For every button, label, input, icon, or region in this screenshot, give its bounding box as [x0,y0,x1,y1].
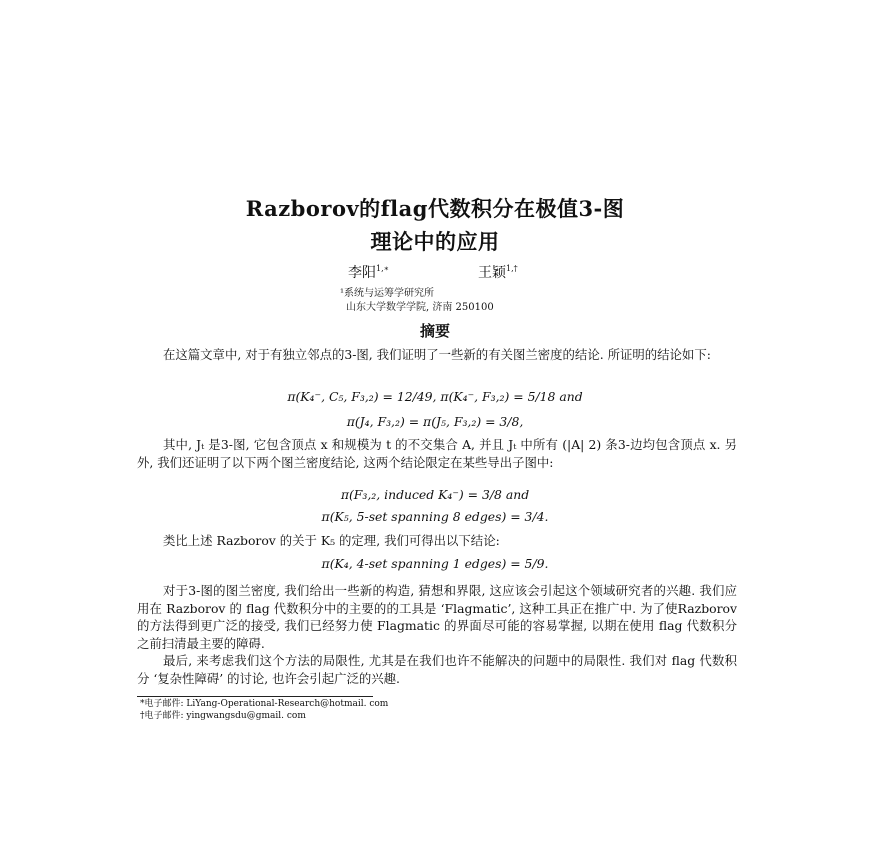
author-1-mark: 1,∗ [376,264,390,273]
abstract-paragraph-3: 类比上述 Razborov 的关于 K₅ 的定理, 我们可得出以下结论: [163,533,500,548]
author-2-name: 王颖 [478,265,506,281]
equation-2: π(J₄, F₃,₂) = π(J₅, F₃,₂) = 3/8, [346,414,524,429]
footnote-email-2: †电子邮件: yingwangsdu@gmail. com [140,711,306,721]
author-1 [348,262,389,282]
equation-1: π(K₄⁻, C₅, F₃,₂) = 12/49, π(K₄⁻, F₃,₂) = 5/18 and [287,389,583,404]
author-2-mark: 1,† [506,264,518,273]
equation-4: π(K₅, 5-set spanning 8 edges) = 3/4. [321,509,549,524]
abstract-paragraph-4: 对于3-图的图兰密度, 我们给出一些新的构造, 猜想和界限, 这应该会引起这个领域研究者的兴趣. 我们应用在 Razborov 的 flag 代数积分中的主要的的工具是 ‘Flagmatic’, 这种工具正在推广中. 为了使Razborov的方法得到更广泛的接受, 我们已经努力使 Flagmatic 的界面尽可能的容易掌握, 以期在使用 flag 代数积分之前扫清最主要的障碍. [137,583,737,651]
footnote-email-1: *电子邮件: LiYang-Operational-Research@hotmail. com [140,699,389,709]
paper-title-line-1: Razborov的flag代数积分在极值3-图 [245,196,625,221]
author-2 [478,262,518,282]
abstract-paragraph-1: 在这篇文章中, 对于有独立邻点的3-图, 我们证明了一些新的有关图兰密度的结论. 所证明的结论如下: [163,347,711,362]
author-1-name: 李阳 [348,265,376,281]
abstract-paragraph-2: 其中, Jₜ 是3-图, 它包含顶点 x 和规模为 t 的不交集合 A, 并且 Jₜ 中所有 (|A| 2) 条3-边均包含顶点 x. 另外, 我们还证明了以下两个图兰密度结论, 这两个结论限定在某些导出子图中: [137,437,737,470]
abstract-heading: 摘要 [419,322,450,340]
abstract-paragraph-5: 最后, 来考虑我们这个方法的局限性, 尤其是在我们也许不能解决的问题中的局限性. 我们对 flag 代数积分 ‘复杂性障碍’ 的讨论, 也许会引起广泛的兴趣. [137,653,737,686]
affiliation-line-2: 山东大学数学学院, 济南 250100 [346,302,494,313]
paper-title-line-2: 理论中的应用 [370,229,500,254]
affiliation-line-1: ¹系统与运筹学研究所 [340,288,435,299]
equation-5: π(K₄, 4-set spanning 1 edges) = 5/9. [321,556,549,571]
footnote-rule [137,696,373,697]
equation-3: π(F₃,₂, induced K₄⁻) = 3/8 and [340,487,530,502]
